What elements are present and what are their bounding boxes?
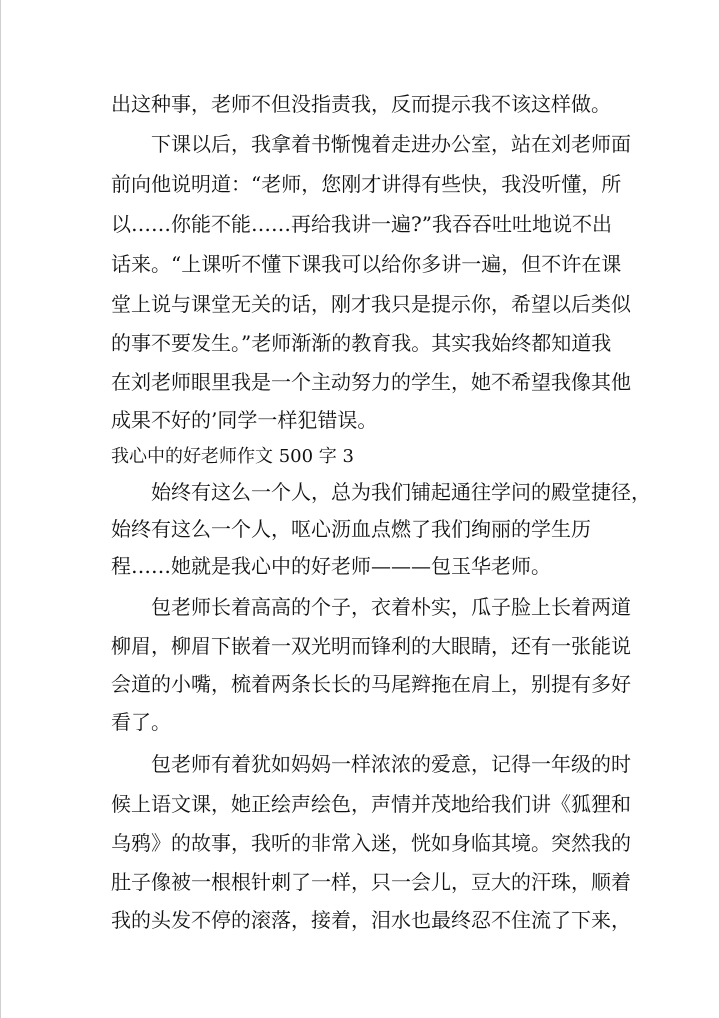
text-line: 始终有这么一个人，呕心沥血点燃了我们绚丽的学生历	[111, 517, 591, 541]
text-line: 在刘老师眼里我是一个主动努力的学生，她不希望我像其他	[111, 370, 631, 394]
text-line: 成果不好的’同学一样犯错误。	[111, 408, 378, 432]
text-line: 肚子像被一根根针刺了一样，只一会儿，豆大的汗珠，顺着	[111, 870, 631, 894]
text-line: 会道的小嘴，梳着两条长长的马尾辫拖在肩上，别提有多好	[111, 672, 631, 696]
paragraph-start: 包老师长着高高的个子，衣着朴实，瓜子脸上长着两道	[111, 595, 631, 619]
text-line: 堂上说与课堂无关的话，刚才我只是提示你，希望以后类似	[111, 292, 631, 316]
text-line: 以……你能不能……再给我讲一遍?”我吞吞吐吐地说不出	[111, 212, 612, 236]
paragraph-start: 下课以后，我拿着书惭愧着走进办公室，站在刘老师面	[111, 132, 631, 156]
text-line: 柳眉，柳眉下嵌着一双光明而锋利的大眼睛，还有一张能说	[111, 634, 631, 658]
text-line: 话来。“上课听不懂下课我可以给你多讲一遍，但不许在课	[111, 252, 622, 276]
page-edge-left	[0, 0, 1, 1018]
section-heading: 我心中的好老师作文 500 字 3	[111, 446, 354, 467]
text-line: 我的头发不停的滚落，接着，泪水也最终忍不住流了下来，	[111, 908, 631, 932]
text-line: 前向他说明道：“老师，您刚才讲得有些快，我没听懂，所	[111, 172, 622, 196]
text-line: 程……她就是我心中的好老师———包玉华老师。	[111, 554, 551, 578]
text-line: 看了。	[111, 710, 171, 734]
text-line: 的事不要发生。”老师渐渐的教育我。其实我始终都知道我	[111, 331, 612, 355]
text-line: 乌鸦》的故事，我听的非常入迷，恍如身临其境。突然我的	[111, 831, 631, 855]
paragraph-start: 包老师有着犹如妈妈一样浓浓的爱意，记得一年级的时	[111, 752, 631, 776]
text-line: 出这种事，老师不但没指责我，反而提示我不该这样做。	[111, 92, 611, 116]
text-line: 候上语文课，她正绘声绘色，声情并茂地给我们讲《狐狸和	[111, 792, 631, 816]
paragraph-start: 始终有这么一个人，总为我们铺起通往学问的殿堂捷径，	[111, 480, 651, 504]
